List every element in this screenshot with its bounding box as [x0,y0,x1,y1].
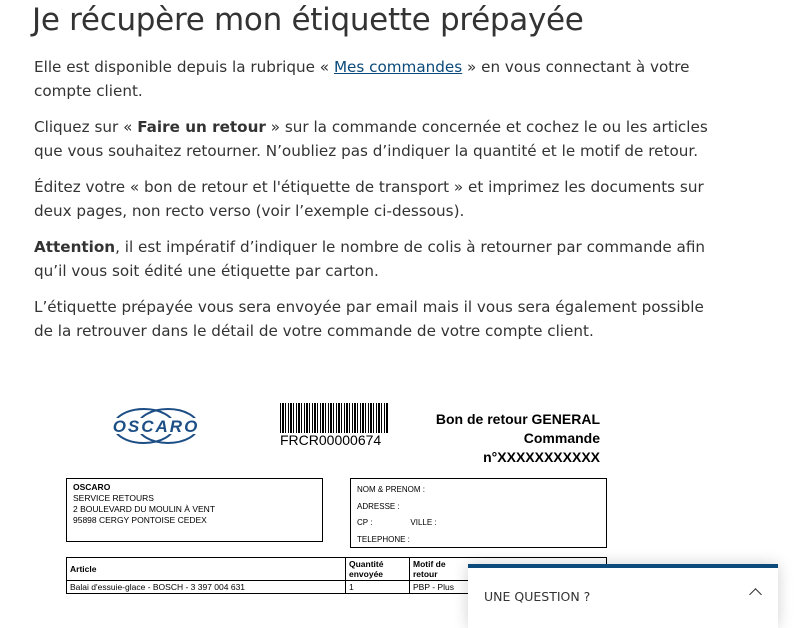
barcode [280,403,388,433]
header-cell: Quantité envoyée [346,558,410,581]
paragraph [34,55,714,103]
sender-line: 95898 CERGY PONTOISE CEDEX [73,515,207,525]
sender-line: OSCARO [73,482,111,492]
widget-label: UNE QUESTION ? [484,589,591,604]
mes-commandes-link[interactable]: Mes commandes [333,58,463,76]
paragraph [34,235,714,283]
sender-line: 2 BOULEVARD DU MOULIN À VENT [73,504,216,514]
barcode-number: FRCR00000674 [280,432,382,448]
cell: Balai d'essuie-glace - BOSCH - 3 397 004 631 [67,581,346,594]
bold-text: Attention [34,238,116,256]
field-label: ADRESSE : [357,501,400,511]
svg-text:OSCARO: OSCARO [112,417,200,436]
paragraph: L’étiquette prépayée vous sera envoyée par email mais il vous sera également possible de la retrouver dans le détail de votre commande de votre compte client. [34,298,704,340]
bold-text: Faire un retour [137,118,266,136]
title-line: Commande [523,430,600,446]
title-line: Bon de retour GENERAL [435,411,600,427]
field-row [357,515,600,532]
chevron-up-icon[interactable] [749,588,762,601]
instructions [34,55,714,355]
field-label: VILLE : [410,518,437,527]
paragraph: Éditez votre « bon de retour et l'étiquette de transport » et imprimez les documents sur deux pages, non recto verso (voir l’exemple ci-dessous). [34,178,704,220]
header-cell: Article [67,558,346,581]
sender-box [66,478,323,542]
field-label: NOM & PRENOM : [357,485,426,494]
cell: 1 [346,581,410,594]
text: » sur la commande concernée et cochez le ou les articles que vous souhaitez retourner. N’oubliez pas d’indiquer la quantité et le motif de retour. [34,118,708,160]
question-widget[interactable] [468,564,778,628]
text: Cliquez sur « [34,118,138,136]
text: » en vous connectant à votre compte client. [34,58,690,100]
field-label: CP : [357,518,373,527]
page-title: Je récupère mon étiquette prépayée [32,2,584,38]
paragraph [34,115,714,163]
text: , il est impératif d’indiquer le nombre de colis à retourner par commande afin qu’il vous soit édité une étiquette par carton. [34,238,706,280]
sender-line: SERVICE RETOURS [73,493,154,503]
field-label: TELEPHONE : [357,534,410,544]
header-cell: Motif de retour [413,559,446,579]
order-number: n°XXXXXXXXXXX [483,449,600,465]
text: Elle est disponible depuis la rubrique « [34,58,334,76]
form-title [436,410,600,467]
oscaro-logo [108,406,204,451]
cell: PBP - Plus [410,581,607,594]
customer-box [350,478,607,548]
